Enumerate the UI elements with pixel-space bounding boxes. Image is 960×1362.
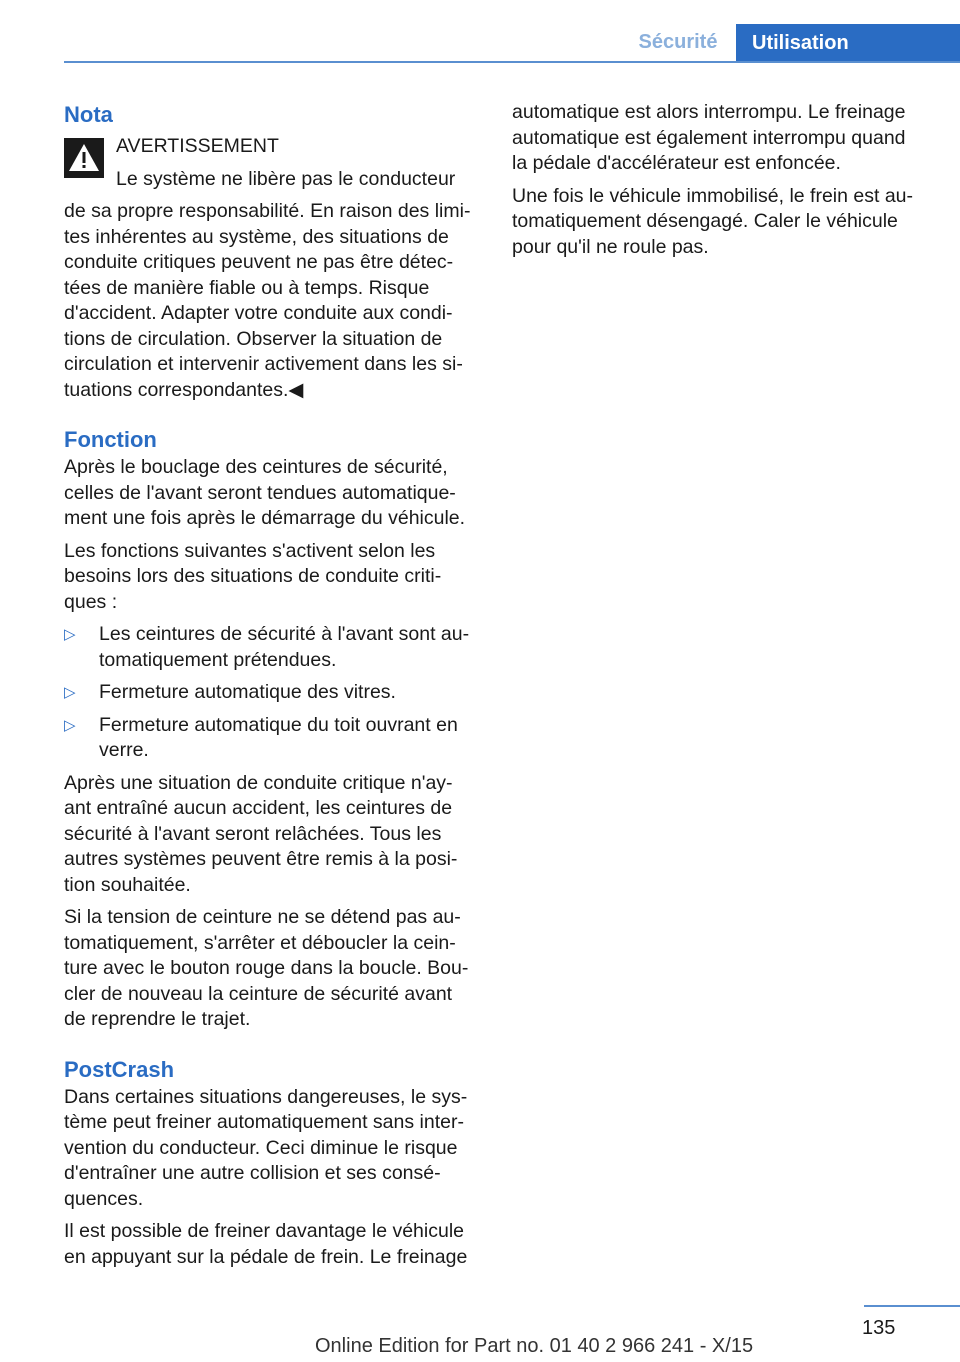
bullet-triangle-icon: ▷	[64, 626, 76, 643]
postcrash-paragraph: Il est possible de freiner davantage le véhicule en appuyant sur la pédale de frein. Le freinage	[64, 1220, 468, 1268]
list-item-text: Fermeture automatique du toit ouvrant en verre.	[99, 713, 458, 761]
list-item-text: Fermeture automatique des vitres.	[99, 681, 396, 703]
edition-footer: Online Edition for Part no. 01 40 2 966 241 - X/15	[315, 1335, 754, 1357]
left-column	[64, 100, 478, 1277]
bullet-triangle-icon: ▷	[64, 684, 76, 701]
fonction-paragraph: Après une situation de conduite critique n'ay‐ ant entraîné aucun accident, les ceintures de sécurité à l'avant seront relâchées. Tous les autres systèmes peuvent être remis à la posi‐ tion souhaitée.	[64, 771, 458, 896]
postcrash-paragraph-continued: automatique est alors interrompu. Le freinage automatique est également interrompu quand la pédale d'accélérateur est enfoncée.	[512, 101, 906, 174]
fonction-paragraph: Après le bouclage des ceintures de sécurité, celles de l'avant seront tendues automatique‐ ment une fois après le démarrage du véhicule.	[64, 456, 466, 529]
warning-label: AVERTISSEMENT	[116, 135, 279, 157]
postcrash-paragraph: Dans certaines situations dangereuses, le sys‐ tème peut freiner automatiquement sans inter‐ vention du conducteur. Ceci diminue le risque d'entraîner une autre collision et ses consé‐ quences.	[64, 1085, 468, 1210]
page-number: 135	[862, 1317, 896, 1339]
bullet-triangle-icon: ▷	[64, 716, 76, 734]
list-item	[64, 713, 478, 764]
warning-text: de sa propre responsabilité. En raison des limi‐ tes inhérentes au système, des situations de conduite critiques peuvent ne pas être détec‐ tées de manière fiable ou à temps. Risque d'accident. Adapter votre conduite aux condi‐ tions de circulation. Observer la situation de circulation et intervenir activement dans les si‐ tuations correspondantes.◀	[64, 200, 471, 401]
warning-block	[64, 134, 478, 403]
list-item	[64, 622, 478, 673]
postcrash-paragraph: Une fois le véhicule immobilisé, le frein est au‐ tomatiquement désengagé. Caler le véhicule pour qu'il ne roule pas.	[512, 184, 914, 258]
tab-securite[interactable]: Sécurité	[638, 31, 718, 53]
fonction-paragraph: Si la tension de ceinture ne se détend pas au‐ tomatiquement, s'arrêter et déboucler la cein‐ ture avec le bouton rouge dans la boucle. Bou‐ cler de nouveau la ceinture de sécurité avant de reprendre le trajet.	[64, 906, 469, 1030]
right-column	[512, 100, 926, 267]
footer-divider	[864, 1305, 960, 1307]
section-title-nota: Nota	[64, 102, 113, 127]
list-item	[64, 680, 478, 706]
section-title-postcrash: PostCrash	[64, 1056, 175, 1082]
header-divider	[64, 61, 960, 63]
fonction-list	[64, 622, 478, 764]
section-title-fonction: Fonction	[64, 427, 157, 452]
fonction-paragraph: Les fonctions suivantes s'activent selon les besoins lors des situations de conduite criti‐ ques :	[64, 539, 442, 613]
warning-triangle-icon	[64, 138, 104, 178]
list-item-text: Les ceintures de sécurité à l'avant sont au‐ tomatiquement prétendues.	[99, 623, 470, 671]
warning-text-first-line: Le système ne libère pas le conducteur	[116, 167, 456, 190]
tab-utilisation[interactable]: Utilisation	[736, 24, 960, 62]
